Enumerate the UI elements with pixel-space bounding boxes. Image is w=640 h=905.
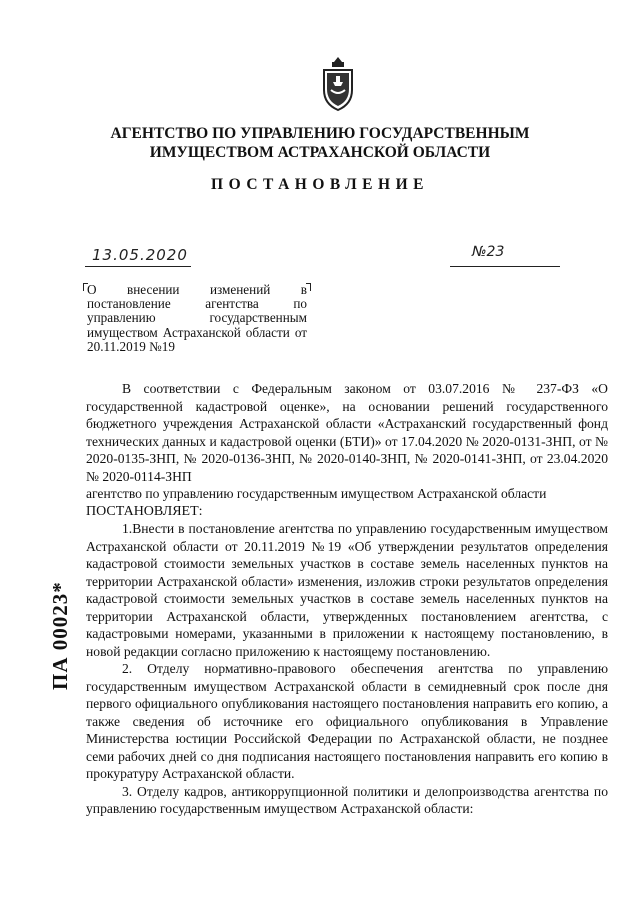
- item-2: 2. Отделу нормативно-правового обеспечения агентства по управлению государственным имуществом Астраханской области в семидневный срок после дня первого официального опубликования настоящего постановления направить его копию, а также сведения об источнике его официального опубликования в Управление Министерства юстиции Российской Федерации по Астраханской области, не позднее семи рабочих дней со дня подписания настоящего постановления направить его копию в прокуратуру Астраханской области.: [86, 661, 608, 781]
- registration-stamp: ПА 00023*: [48, 581, 72, 690]
- item-3: 3. Отделу кадров, антикоррупционной политики и делопроизводства агентства по управлению государственным имуществом Астраханской области:: [86, 783, 608, 816]
- preamble-tail: агентство по управлению государственным имуществом Астраханской области: [86, 486, 547, 501]
- item-1: 1.Внести в постановление агентства по управлению государственным имуществом Астраханской области от 20.11.2019 №19 «Об утверждении результатов определения кадастровой стоимости земельных участков в составе земель населенных пунктов на территории Астраханской области» изменения, изложив строки результатов определения кадастровой стоимости земельных участков в составе земель населенных пунктов на территории Астраханской области, утвержденных постановлением агентства, с кадастровыми номерами, указанными в приложении к настоящему постановлению, в новой редакции согласно приложению к настоящему постановлению.: [86, 521, 608, 659]
- agency-name-line2: ИМУЩЕСТВОМ АСТРАХАНСКОЙ ОБЛАСТИ: [149, 144, 491, 161]
- agency-name: [0, 124, 640, 162]
- resolves-heading: ПОСТАНОВЛЯЕТ:: [86, 503, 203, 519]
- preamble-paragraph: В соответствии с Федеральным законом от 03.07.2016 № 237-ФЗ «О государственной кадастровой оценке», на основании решений государственного бюджетного учреждения Астраханской области «Астраханский государственный фонд технических данных и кадастровой оценки (БТИ)» от 17.04.2020 № 2020-0131-ЗНП, от № 2020-0135-ЗНП, № 2020-0136-ЗНП, № 2020-0140-ЗНП, № 2020-0141-ЗНП, от 23.04.2020 № 2020-0114-ЗНП: [86, 381, 608, 484]
- agency-name-line1: АГЕНТСТВО ПО УПРАВЛЕНИЮ ГОСУДАРСТВЕННЫМ: [110, 125, 530, 142]
- subject-bracket-left: [83, 283, 88, 291]
- document-subject: [87, 283, 307, 354]
- document-date: 13.05.2020: [92, 246, 188, 264]
- document-number: №23: [472, 244, 505, 260]
- document-body: [86, 380, 608, 818]
- subject-text: О внесении изменений в постановление агентства по управлению государственным имуществом Астраханской области от 20.11.2019 №19: [87, 282, 307, 354]
- number-underline: [450, 248, 560, 267]
- subject-bracket-right: [306, 283, 311, 291]
- coat-of-arms-icon: [320, 56, 356, 112]
- document-type-title: ПОСТАНОВЛЕНИЕ: [211, 176, 429, 193]
